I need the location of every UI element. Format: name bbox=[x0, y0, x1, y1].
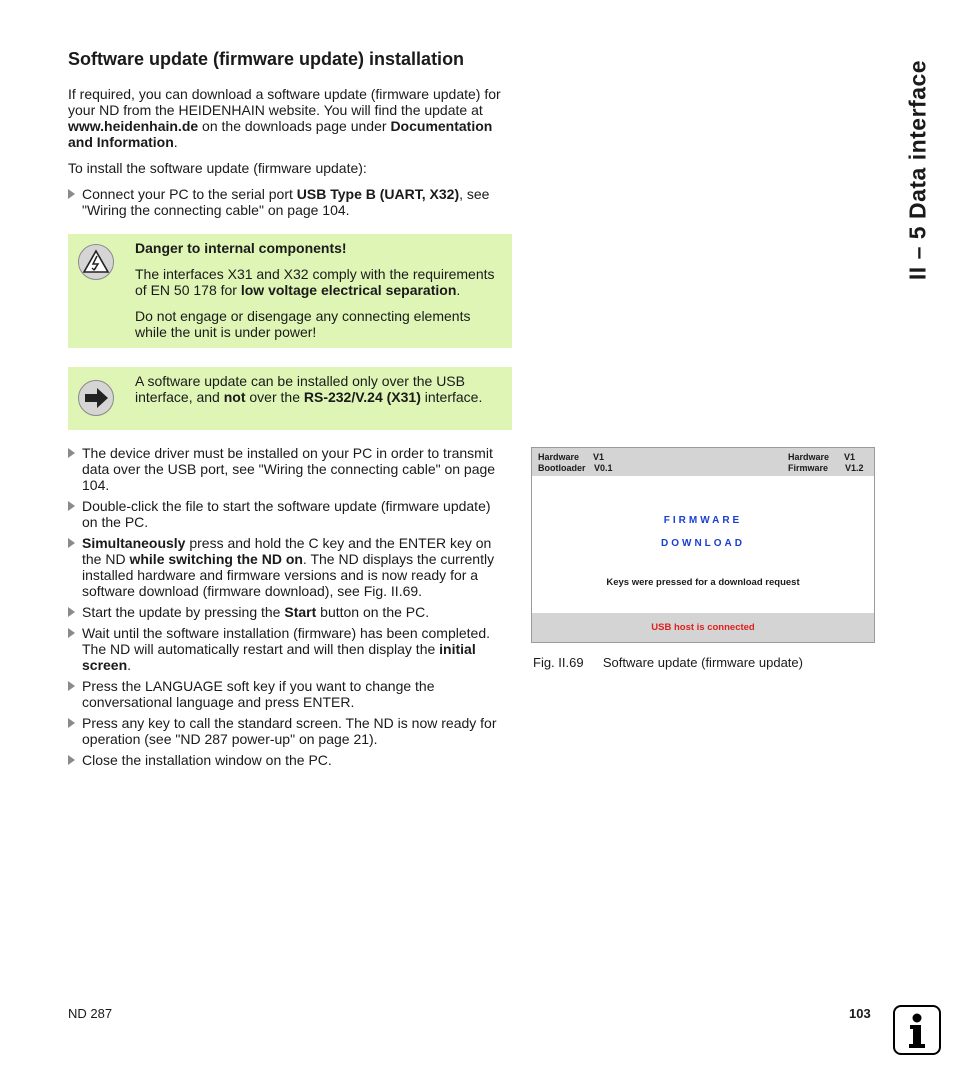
intro-line-2: your ND from the HEIDENHAIN website. You will find the update at bbox=[68, 102, 483, 118]
danger-paragraph-2: Do not engage or disengage any connecting elements while the unit is under power! bbox=[135, 308, 471, 340]
figure-number: Fig. II.69 bbox=[533, 655, 584, 670]
figure-caption bbox=[533, 655, 803, 670]
bullet-arrow-icon bbox=[68, 538, 75, 548]
page-number: 103 bbox=[849, 1006, 871, 1021]
status-bar bbox=[532, 613, 874, 642]
hardware-label-left: Hardware bbox=[538, 452, 580, 462]
arrow-right-icon bbox=[78, 380, 114, 416]
firmware-heading: FIRMWARE bbox=[663, 515, 743, 526]
intro-paragraph bbox=[68, 86, 513, 150]
bullet-arrow-icon bbox=[68, 448, 75, 458]
list-item: Press the LANGUAGE soft key if you want to change the conversational language and press ENTER. bbox=[68, 678, 513, 710]
bullet-arrow-icon bbox=[68, 755, 75, 765]
intro-line-3: www.heidenhain.de on the downloads page under Documentation bbox=[68, 118, 493, 134]
usb-status-text: USB host is connected bbox=[651, 622, 755, 633]
bullet-arrow-icon bbox=[68, 501, 75, 511]
hardware-value-left: V1 bbox=[593, 452, 605, 462]
intro-line-1: If required, you can download a software update (firmware update) for bbox=[68, 86, 501, 102]
download-heading: DOWNLOAD bbox=[661, 538, 745, 549]
bullet-arrow-icon bbox=[68, 607, 75, 617]
list-item: Close the installation window on the PC. bbox=[68, 752, 513, 768]
hardware-value-right: V1 bbox=[844, 452, 856, 462]
info-icon[interactable] bbox=[893, 1005, 941, 1055]
documentation-label: Documentation bbox=[390, 118, 493, 134]
intro-line-4: and Information. bbox=[68, 134, 178, 150]
document-name: ND 287 bbox=[68, 1006, 113, 1021]
chapter-side-tab bbox=[893, 50, 943, 290]
danger-paragraph-1: The interfaces X31 and X32 comply with the requirements of EN 50 178 for low voltage electrical separation. bbox=[135, 266, 495, 298]
danger-callout bbox=[68, 234, 512, 348]
firmware-label: Firmware bbox=[788, 463, 829, 473]
list-item: Press any key to call the standard screen. The ND is now ready for operation (see "ND 287 power-up" on page 21). bbox=[68, 715, 513, 747]
bootloader-value: V0.1 bbox=[594, 463, 613, 473]
website-url[interactable]: www.heidenhain.de bbox=[68, 118, 199, 134]
bullet-arrow-icon bbox=[68, 681, 75, 691]
danger-heading: Danger to internal components! bbox=[135, 240, 347, 256]
bullet-arrow-icon bbox=[68, 189, 75, 199]
chapter-label: II – 5 Data interface bbox=[904, 59, 931, 281]
note-callout bbox=[68, 367, 512, 430]
list-item: Simultaneously press and hold the C key and the ENTER key on the ND while switching the ND on. The ND displays the currently installed hardware and firmware versions and is now ready for a software download (firmware download), see Fig. II.69. bbox=[68, 535, 513, 599]
bullet-arrow-icon bbox=[68, 718, 75, 728]
hardware-label-right: Hardware bbox=[788, 452, 830, 462]
danger-icon bbox=[78, 244, 114, 280]
install-intro: To install the software update (firmware update): bbox=[68, 160, 367, 176]
list-item: Connect your PC to the serial port USB Type B (UART, X32), see "Wiring the connecting cable" on page 104. bbox=[68, 186, 513, 218]
firmware-screen-figure bbox=[531, 447, 875, 643]
bullet-arrow-icon bbox=[68, 628, 75, 638]
page-title: Software update (firmware update) installation bbox=[68, 49, 465, 69]
bootloader-label: Bootloader bbox=[538, 463, 586, 473]
list-item: Start the update by pressing the Start button on the PC. bbox=[68, 604, 513, 620]
note-text: A software update can be installed only over the USB interface, and not over the RS-232/V.24 (X31) interface. bbox=[135, 373, 483, 405]
version-header bbox=[532, 448, 874, 476]
figure-caption-text: Software update (firmware update) bbox=[602, 655, 803, 670]
list-item: Double-click the file to start the software update (firmware update) on the PC. bbox=[68, 498, 513, 530]
list-item: The device driver must be installed on your PC in order to transmit data over the USB port, see "Wiring the connecting cable" on page 104. bbox=[68, 445, 513, 493]
firmware-value: V1.2 bbox=[845, 463, 864, 473]
keys-pressed-message: Keys were pressed for a download request bbox=[606, 577, 800, 588]
list-item: Wait until the software installation (firmware) has been completed. The ND will automatically restart and will then display the initial screen. bbox=[68, 625, 513, 673]
